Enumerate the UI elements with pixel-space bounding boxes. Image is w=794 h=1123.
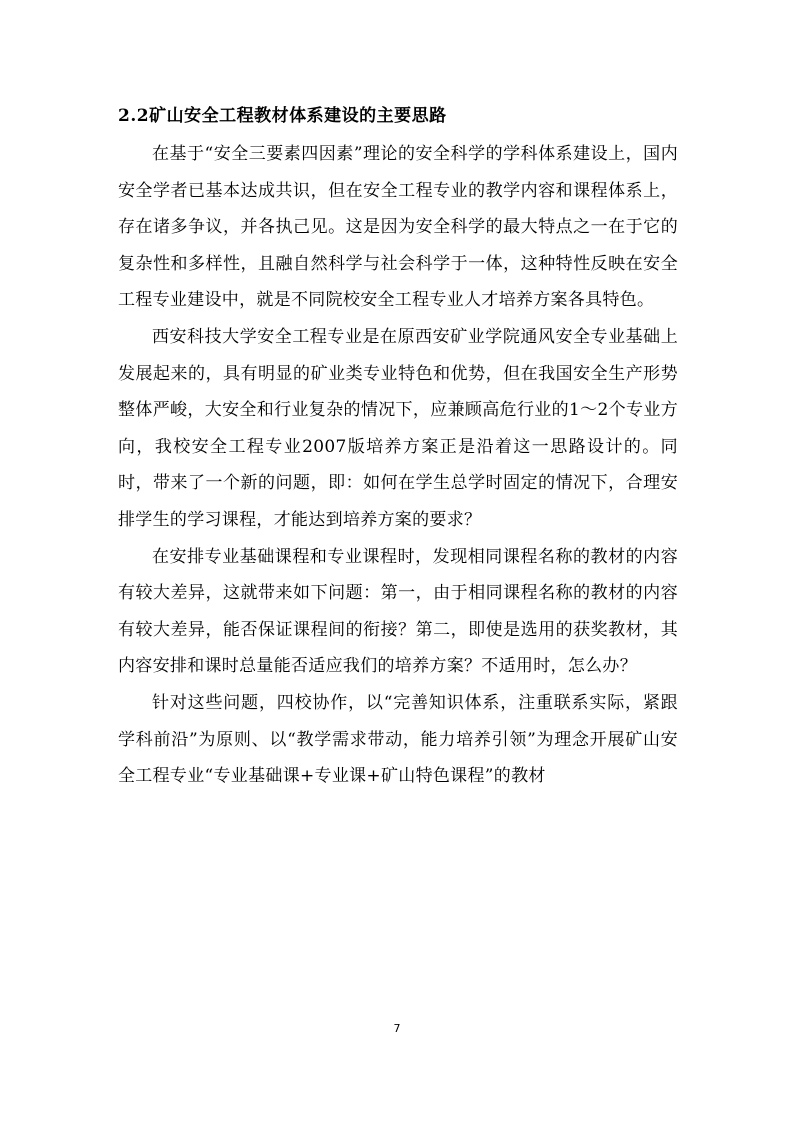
- paragraph-safety-science-consensus: 在基于“安全三要素四因素”理论的安全科学的学科体系建设上，国内安全学者已基本达成共识，但在安全工程专业的教学内容和课程体系上，存在诸多争议，并各执己见。这是因为安全科学的最大特点之一在于它的复杂性和多样性，且融自然科学与社会科学于一体，这种特性反映在安全工程专业建设中，就是不同院校安全工程专业人才培养方案各具特色。: [118, 144, 678, 311]
- section-heading: 2.2矿山安全工程教材体系建设的主要思路: [118, 106, 447, 126]
- page-body: [118, 96, 678, 795]
- paragraph-xust-program: 西安科技大学安全工程专业是在原西安矿业学院通风安全专业基础上发展起来的，具有明显的矿业类专业特色和优势，但在我国安全生产形势整体严峻，大安全和行业复杂的情况下，应兼顾高危行业的1～2个专业方向，我校安全工程专业2007版培养方案正是沿着这一思路设计的。同时，带来了一个新的问题，即：如何在学生总学时固定的情况下，合理安排学生的学习课程，才能达到培养方案的要求？: [118, 326, 678, 530]
- paragraph-textbook-issues: 在安排专业基础课程和专业课程时，发现相同课程名称的教材的内容有较大差异，这就带来如下问题：第一，由于相同课程名称的教材的内容有较大差异，能否保证课程间的衔接？第二，即使是选用的获奖教材，其内容安排和课时总量能否适应我们的培养方案？不适用时，怎么办？: [118, 546, 678, 677]
- page-number: 7: [393, 1022, 401, 1035]
- paragraph-four-school-collaboration: 针对这些问题，四校协作，以“完善知识体系，注重联系实际，紧跟学科前沿”为原则、以“教学需求带动，能力培养引领”为理念开展矿山安全工程专业“专业基础课+专业课+矿山特色课程”的教材: [118, 692, 678, 787]
